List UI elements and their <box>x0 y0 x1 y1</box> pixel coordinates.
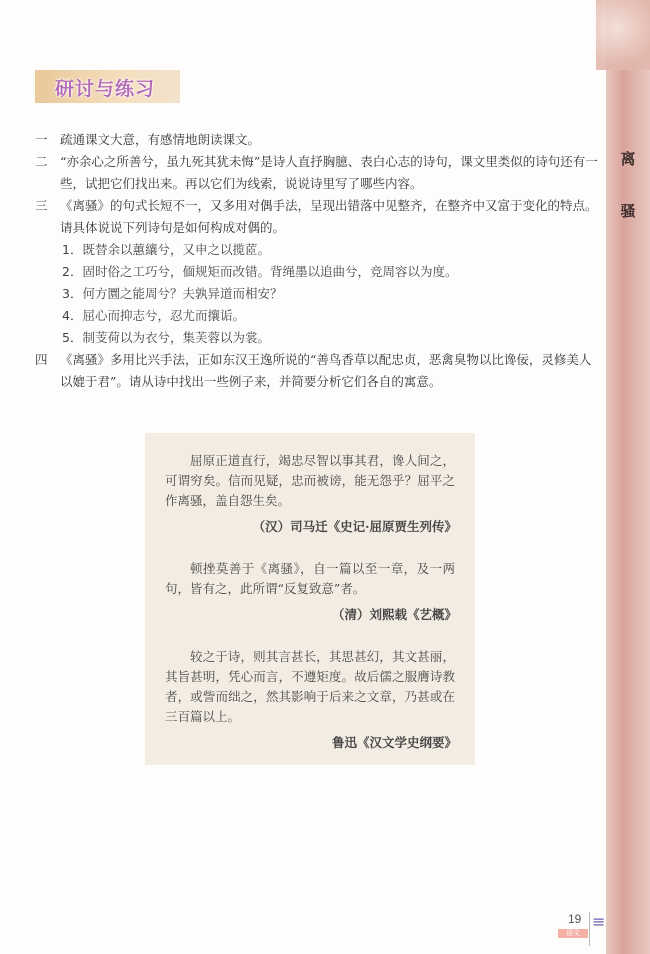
footer-divider <box>589 912 590 946</box>
page-number: 19 <box>568 912 582 926</box>
question-text: 一些，试把它们找出来。再以它们为线索，说说诗里写了哪些内容。 <box>60 154 598 191</box>
question-1 <box>35 129 600 151</box>
question-number: 一 <box>35 132 48 147</box>
exercise-content <box>35 129 600 765</box>
question-text: 《离骚》多用比兴手法，正如东汉王逸所说的“善鸟香草以配忠贞，恶禽臭物以比谗佞，灵修美人 <box>60 352 592 367</box>
question-number: 四 <box>35 352 48 367</box>
bamboo-slip-icon: ≡ <box>592 912 606 931</box>
section-title: 研讨与练习 <box>55 78 156 100</box>
sub-item: 5．制芰荷以为衣兮，集芙蓉以为裳。 <box>62 330 270 345</box>
question-4 <box>35 349 600 393</box>
quote-source: 鲁迅《汉文学史纲要》 <box>331 735 457 750</box>
quote-text: 屈原正道直行，竭忠尽智以事其君，谗人间之，可谓穷矣。信而见疑，忠而被谤，能无怨乎？屈平之作离骚，盖自怨生矣。 <box>165 453 455 508</box>
question-text: 疏通课文大意，有感情地朗读课文。 <box>60 132 261 147</box>
section-banner <box>35 70 180 103</box>
question-text: 《离骚》的句式长短不一，又多用对偶手法，呈现出错落中见整齐，在整齐中又富于变化的特点。请 <box>60 198 598 235</box>
question-text: 以媲于君”。请从诗中找出一些例子来，并简要分析它们各自的寓意。 <box>60 374 442 389</box>
side-title-char: 骚 <box>620 202 636 220</box>
side-title-char: 离 <box>620 150 636 168</box>
quote-source: （清）刘熙载《艺概》 <box>331 607 457 622</box>
question-number: 三 <box>35 198 48 213</box>
question-3 <box>35 195 600 239</box>
sub-item: 2．固时俗之工巧兮，偭规矩而改错。背绳墨以追曲兮，竞周容以为度。 <box>62 264 458 279</box>
quote-source: （汉）司马迁《史记·屈原贾生列传》 <box>252 519 457 534</box>
question-text: 具体说说下列诗句是如何构成对偶的。 <box>72 220 286 235</box>
question-2 <box>35 151 600 195</box>
question-text: “亦余心之所善兮，虽九死其犹未悔”是诗人直抒胸臆、表白心志的诗句，课文里类似的诗句还有 <box>60 154 586 169</box>
floral-decoration <box>596 0 650 70</box>
quotes-box <box>145 433 475 765</box>
sub-item: 4．屈心而抑志兮，忍尤而攘诟。 <box>62 308 245 323</box>
lesson-side-title <box>614 133 642 237</box>
sub-item: 3．何方圜之能周兮？夫孰异道而相安？ <box>62 286 283 301</box>
quote-text: 较之于诗，则其言甚长，其思甚幻，其文甚丽，其旨甚明，凭心而言，不遵矩度。故后儒之服膺诗教者，或訾而绌之，然其影响于后来之文章，乃甚或在三百篇以上。 <box>165 649 455 724</box>
question-number: 二 <box>35 154 48 169</box>
sub-item: 1．既替余以蕙纕兮，又申之以揽茝。 <box>62 242 270 257</box>
quote-text: 顿挫莫善于《离骚》，自一篇以至一章，及一两句，皆有之，此所谓“反复致意”者。 <box>165 561 455 596</box>
subject-label: 语文 <box>558 929 588 938</box>
